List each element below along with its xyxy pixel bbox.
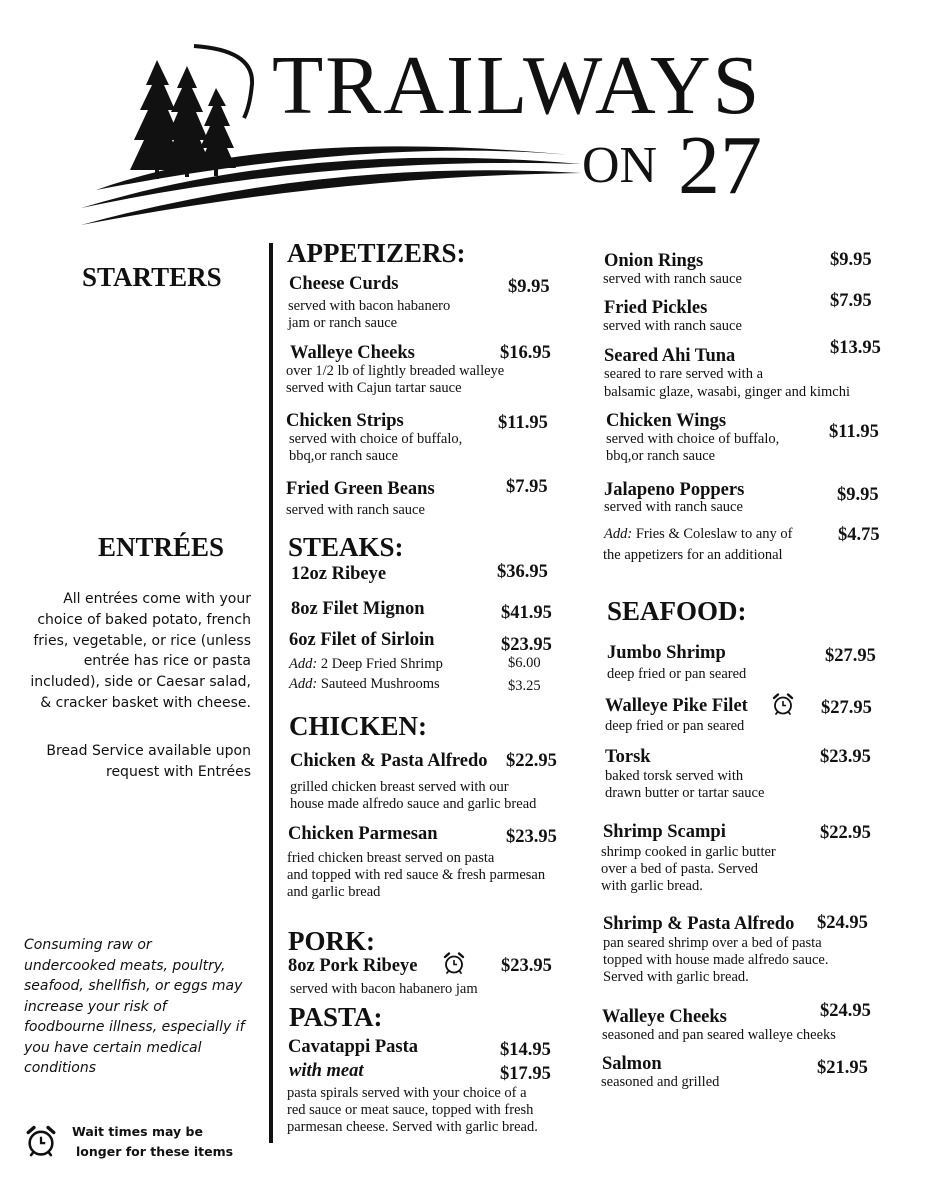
desc-line: served with choice of buffalo, xyxy=(606,431,780,447)
desc-line: deep fried or pan seared xyxy=(607,666,747,682)
menu-item-name: Salmon xyxy=(602,1054,662,1074)
menu-item-name: Cavatappi Pasta xyxy=(288,1037,419,1057)
desc-line: grilled chicken breast served with our xyxy=(290,779,509,795)
menu-item-desc: served with bacon habanero jam xyxy=(290,981,478,997)
warning-line: undercooked meats, poultry, xyxy=(24,957,226,974)
menu-item-name: 6oz Filet of Sirloin xyxy=(289,630,435,650)
bread-note-line: request with Entrées xyxy=(106,763,251,780)
legend-line: longer for these items xyxy=(76,1144,234,1159)
addon-text: 2 Deep Fried Shrimp xyxy=(317,656,443,672)
menu-item-name: Chicken Parmesan xyxy=(288,824,438,844)
menu-item-price: $9.95 xyxy=(508,277,550,297)
menu-item-price: $9.95 xyxy=(830,250,872,270)
desc-line: and topped with red sauce & fresh parmesan xyxy=(287,867,546,883)
menu-item-price: $7.95 xyxy=(506,477,548,497)
menu-item-name: Walleye Cheeks xyxy=(290,343,415,363)
menu-item-price: $9.95 xyxy=(837,485,879,505)
addon-price: $6.00 xyxy=(508,655,541,671)
menu-item-name: Cheese Curds xyxy=(289,274,399,294)
warning-line: foodbourne illness, especially if xyxy=(24,1019,245,1035)
desc-line: over a bed of pasta. Served xyxy=(601,861,759,877)
menu-item-name: Chicken Strips xyxy=(286,411,404,431)
desc-line: red sauce or meat sauce, topped with fresh xyxy=(287,1102,534,1118)
menu-item-name: Shrimp & Pasta Alfredo xyxy=(603,914,795,934)
column-divider xyxy=(269,243,273,1143)
menu-item-name: 8oz Pork Ribeye xyxy=(288,956,418,976)
menu-item-name: Fried Pickles xyxy=(604,298,708,318)
entrees-note-line: choice of baked potato, french xyxy=(37,611,251,628)
desc-line: over 1/2 lb of lightly breaded walleye xyxy=(286,363,505,379)
menu-item-name: Seared Ahi Tuna xyxy=(604,346,736,366)
brand-title: TRAILWAYS xyxy=(272,39,762,132)
entrees-note-line: fries, vegetable, or rice (unless xyxy=(33,632,251,649)
desc-line: and garlic bread xyxy=(287,884,381,900)
menu-item-desc xyxy=(286,363,504,397)
pasta-heading: PASTA: xyxy=(289,1002,383,1032)
desc-line: served with choice of buffalo, xyxy=(289,431,463,447)
menu-item-desc xyxy=(287,850,545,901)
menu-item-name: Torsk xyxy=(605,747,651,767)
menu-item-name: Fried Green Beans xyxy=(286,479,435,499)
menu-item-name: Chicken & Pasta Alfredo xyxy=(290,751,488,771)
pork-heading: PORK: xyxy=(288,926,375,956)
bread-note-line: Bread Service available upon xyxy=(46,743,251,759)
desc-line: drawn butter or tartar sauce xyxy=(605,785,765,801)
menu-item-desc xyxy=(603,271,742,288)
menu-item-price: $23.95 xyxy=(820,747,871,767)
menu-item-variant: with meat xyxy=(289,1061,364,1081)
entrees-note-line: included), side or Caesar salad, xyxy=(30,674,251,691)
desc-line: baked torsk served with xyxy=(605,768,744,784)
desc-line: pasta spirals served with your choice of a xyxy=(287,1085,527,1101)
menu-item-desc xyxy=(286,502,425,519)
warning-line: Consuming raw or xyxy=(24,937,152,953)
menu-item-price: $14.95 xyxy=(500,1040,551,1060)
logo-arc xyxy=(194,46,252,118)
addon-text: Fries & Coleslaw to any of xyxy=(632,526,793,542)
starters-heading: STARTERS xyxy=(82,262,222,292)
menu-item-price: $24.95 xyxy=(820,1001,871,1021)
menu-item-desc xyxy=(288,298,450,332)
menu-item-desc xyxy=(602,1027,836,1044)
addon-label: Add: xyxy=(604,526,633,542)
desc-line: seasoned and pan seared walleye cheeks xyxy=(602,1027,836,1043)
menu-item-desc xyxy=(601,1074,719,1091)
warning-line: increase your risk of xyxy=(24,998,167,1015)
alarm-clock-icon xyxy=(442,951,466,975)
entrees-note-line: entrée has rice or pasta xyxy=(83,653,251,670)
desc-line: served with ranch sauce xyxy=(603,318,742,334)
menu-item-price: $13.95 xyxy=(830,338,881,358)
menu-item-price: $41.95 xyxy=(501,603,552,623)
addon-text: Sauteed Mushrooms xyxy=(317,676,440,692)
desc-line: shrimp cooked in garlic butter xyxy=(601,844,776,860)
menu-item-desc xyxy=(287,1085,538,1136)
warning-line: conditions xyxy=(24,1060,97,1076)
desc-line: served with ranch sauce xyxy=(286,502,425,518)
addon-label: Add: xyxy=(289,656,318,672)
menu-item-name: Chicken Wings xyxy=(606,411,727,431)
desc-line: Served with garlic bread. xyxy=(603,969,749,985)
addon-price: $3.25 xyxy=(508,678,541,694)
appetizer-addon-line2: the appetizers for an additional xyxy=(603,547,783,563)
menu-item-price: $11.95 xyxy=(498,413,548,433)
entrees-note-line: All entrées come with your xyxy=(63,591,251,607)
menu-item-name: Walleye Pike Filet xyxy=(605,696,748,716)
entrees-heading: ENTRÉES xyxy=(98,532,225,562)
menu-item-name: Jumbo Shrimp xyxy=(607,643,726,663)
food-safety-warning xyxy=(24,935,269,1079)
brand-number: 27 xyxy=(678,119,762,212)
menu-item-desc xyxy=(607,666,746,683)
menu-item-name: Onion Rings xyxy=(604,251,704,271)
menu-item-name: 12oz Ribeye xyxy=(291,564,387,584)
appetizers-heading: APPETIZERS: xyxy=(287,238,466,268)
menu-item-price: $27.95 xyxy=(825,646,876,666)
addon-label: Add: xyxy=(289,676,318,692)
bread-note xyxy=(46,741,251,783)
menu-item-desc xyxy=(601,844,776,895)
menu-item-desc xyxy=(605,768,764,802)
desc-line: served with bacon habanero xyxy=(288,298,451,314)
desc-line: served with ranch sauce xyxy=(604,499,743,515)
desc-line: served with ranch sauce xyxy=(603,271,742,287)
alarm-clock-icon xyxy=(24,1124,58,1158)
menu-item-price: $16.95 xyxy=(500,343,551,363)
desc-line: with garlic bread. xyxy=(601,878,703,894)
legend-line: Wait times may be xyxy=(72,1124,203,1139)
desc-line: bbq,or ranch sauce xyxy=(606,448,716,464)
menu-item-price: $27.95 xyxy=(821,698,872,718)
menu-item-price: $23.95 xyxy=(501,956,552,976)
entrees-note-line: & cracker basket with cheese. xyxy=(40,694,251,711)
menu-item-price: $36.95 xyxy=(497,562,548,582)
steak-addon xyxy=(289,677,440,692)
menu-item-name: Jalapeno Poppers xyxy=(604,480,745,500)
desc-line: house made alfredo sauce and garlic bread xyxy=(290,796,537,812)
desc-line: seared to rare served with a xyxy=(604,366,764,382)
warning-line: seafood, shellfish, or eggs may xyxy=(24,978,243,994)
seafood-heading: SEAFOOD: xyxy=(607,596,747,626)
desc-line: fried chicken breast served on pasta xyxy=(287,850,495,866)
menu-item-desc xyxy=(289,431,462,465)
desc-line: seasoned and grilled xyxy=(601,1074,720,1090)
desc-line: deep fried or pan seared xyxy=(605,718,745,734)
menu-item-desc xyxy=(606,431,779,465)
desc-line: topped with house made alfredo sauce. xyxy=(603,952,829,968)
chicken-heading: CHICKEN: xyxy=(289,711,428,741)
menu-item-price: $23.95 xyxy=(501,635,552,655)
menu-item-name: Shrimp Scampi xyxy=(603,822,726,842)
menu-item-desc xyxy=(604,499,743,516)
menu-item-price: $22.95 xyxy=(506,751,557,771)
addon-price: $4.75 xyxy=(838,525,880,545)
menu-item-price: $21.95 xyxy=(817,1058,868,1078)
desc-line: parmesan cheese. Served with garlic bread. xyxy=(287,1119,538,1135)
warning-line: you have certain medical xyxy=(24,1039,202,1056)
desc-line: served with Cajun tartar sauce xyxy=(286,380,462,396)
brand-on: ON xyxy=(582,137,658,194)
menu-item-price: $7.95 xyxy=(830,291,872,311)
menu-item-price: $11.95 xyxy=(829,422,879,442)
menu-item-desc xyxy=(603,935,828,986)
entrees-note xyxy=(30,589,251,714)
desc-line: balsamic glaze, wasabi, ginger and kimchi xyxy=(604,384,851,400)
alarm-clock-icon xyxy=(771,692,795,716)
menu-item-price: $23.95 xyxy=(506,827,557,847)
menu-item-name: Walleye Cheeks xyxy=(602,1007,727,1027)
wait-time-legend xyxy=(72,1122,233,1162)
menu-item-price: $22.95 xyxy=(820,823,871,843)
desc-line: pan seared shrimp over a bed of pasta xyxy=(603,935,822,951)
desc-line: jam or ranch sauce xyxy=(288,315,398,331)
menu-item-name: 8oz Filet Mignon xyxy=(291,599,425,619)
desc-line: bbq,or ranch sauce xyxy=(289,448,399,464)
menu-item-price: $24.95 xyxy=(817,913,868,933)
appetizer-addon xyxy=(604,527,792,542)
menu-item-desc xyxy=(603,318,742,335)
steak-addon xyxy=(289,657,443,672)
steaks-heading: STEAKS: xyxy=(288,532,404,562)
menu-item-desc xyxy=(604,366,850,401)
menu-item-variant-price: $17.95 xyxy=(500,1064,551,1084)
menu-item-desc xyxy=(605,718,744,735)
menu-item-desc xyxy=(290,779,536,813)
